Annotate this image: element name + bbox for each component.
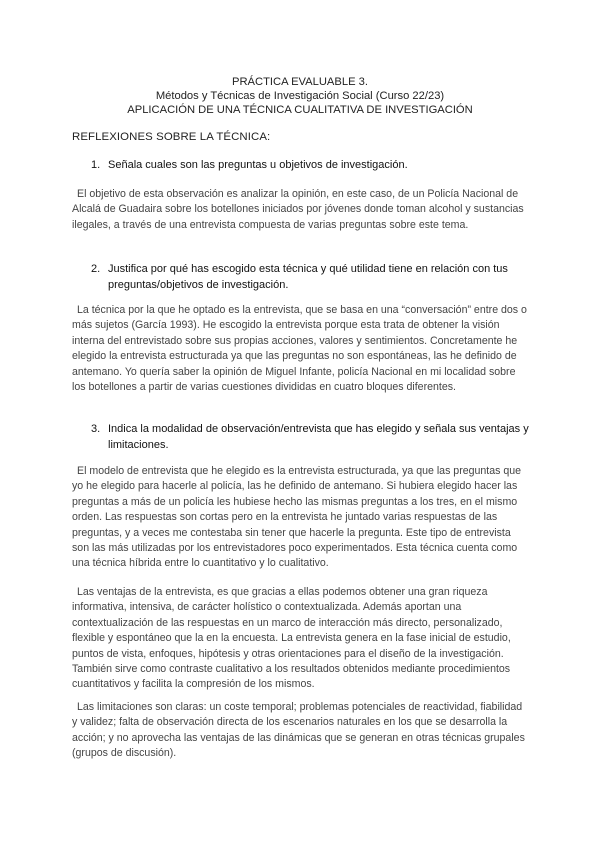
answer-paragraph: La técnica por la que he optado es la entrevista, que se basa en una “conversación” entre dos o más sujetos (García 1993). He escogido la entrevista porque esta trata de obtener la visión interna del entrevistado sobre sus propias acciones, valores y sentimientos. Concretamente he elegido la entrevista estructurada ya que las preguntas no son espontáneas, las he definido de antemano. Yo quería saber la opinión de Miguel Infante, policía Nacional en mi localidad sobre los botellones a partir de varias cuestiones divididas en cuatro bloques diferentes. [72, 304, 527, 394]
question-number: 2. [91, 263, 101, 275]
question-2 [91, 262, 531, 293]
answer-paragraph: Las ventajas de la entrevista, es que gracias a ellas podemos obtener una gran riqueza informativa, intensiva, de carácter holístico o contextualizada. Además aportan una contextualización de las respuestas en un marco de interacción más directo, personalizado, flexible y espontáneo que la en la encuesta. La entrevista genera en la fase inicial de estudio, puntos de vista, enfoques, hipótesis y otras orientaciones para el diseño de la investigación. También sirve como contraste cualitativo a los resultados obtenidos mediante procedimientos cuantitativos y facilita la compresión de los mismos. [72, 586, 511, 691]
section-title: REFLEXIONES SOBRE LA TÉCNICA: [72, 131, 271, 143]
question-text: Justifica por qué has escogido esta técnica y qué utilidad tiene en relación con tus preguntas/objetivos de investigación. [108, 263, 508, 291]
document-header [0, 75, 600, 118]
header-practice-title: PRÁCTICA EVALUABLE 3. [232, 76, 368, 88]
answer-paragraph: El objetivo de esta observación es analizar la opinión, en este caso, de un Policía Nacional de Alcalá de Guadaira sobre los botellones iniciados por jóvenes donde toman alcohol y sustancias ilegales, a través de una entrevista compuesta de varias preguntas sobre este tema. [72, 188, 524, 231]
question-number: 3. [91, 423, 101, 435]
question-number: 1. [91, 159, 101, 171]
answer-paragraph: El modelo de entrevista que he elegido es la entrevista estructurada, ya que las preguntas que yo he elegido para hacerle al policía, las he definido de antemano. Si hubiera elegido hacer las preguntas a más de un policía les hubiese hecho las mismas preguntas a los tres, en el mismo orden. Las respuestas son cortas pero en la entrevista he juntado varias respuestas de las preguntas, y a veces me contestaba sin tener que hacerle la pregunta. Este tipo de entrevista son las más utilizadas por los entrevistadores poco experimentados. Esta técnica cuenta como una técnica híbrida entre lo cuantitativo y lo cualitativo. [72, 465, 522, 570]
header-subtitle: APLICACIÓN DE UNA TÉCNICA CUALITATIVA DE INVESTIGACIÓN [127, 104, 473, 117]
header-course: Métodos y Técnicas de Investigación Social (Curso 22/23) [155, 90, 445, 103]
question-3 [91, 422, 531, 453]
answer-paragraph: Las limitaciones son claras: un coste temporal; problemas potenciales de reactividad, fiabilidad y validez; falta de observación directa de los escenarios naturales en los que se desarrolla la acción; y no aprovecha las ventajas de las dinámicas que se generan en otras técnicas grupales (grupos de discusión). [72, 701, 525, 760]
question-1 [91, 158, 531, 174]
question-text: Indica la modalidad de observación/entrevista que has elegido y señala sus ventajas y limitaciones. [108, 423, 529, 451]
question-text: Señala cuales son las preguntas u objetivos de investigación. [108, 159, 408, 171]
